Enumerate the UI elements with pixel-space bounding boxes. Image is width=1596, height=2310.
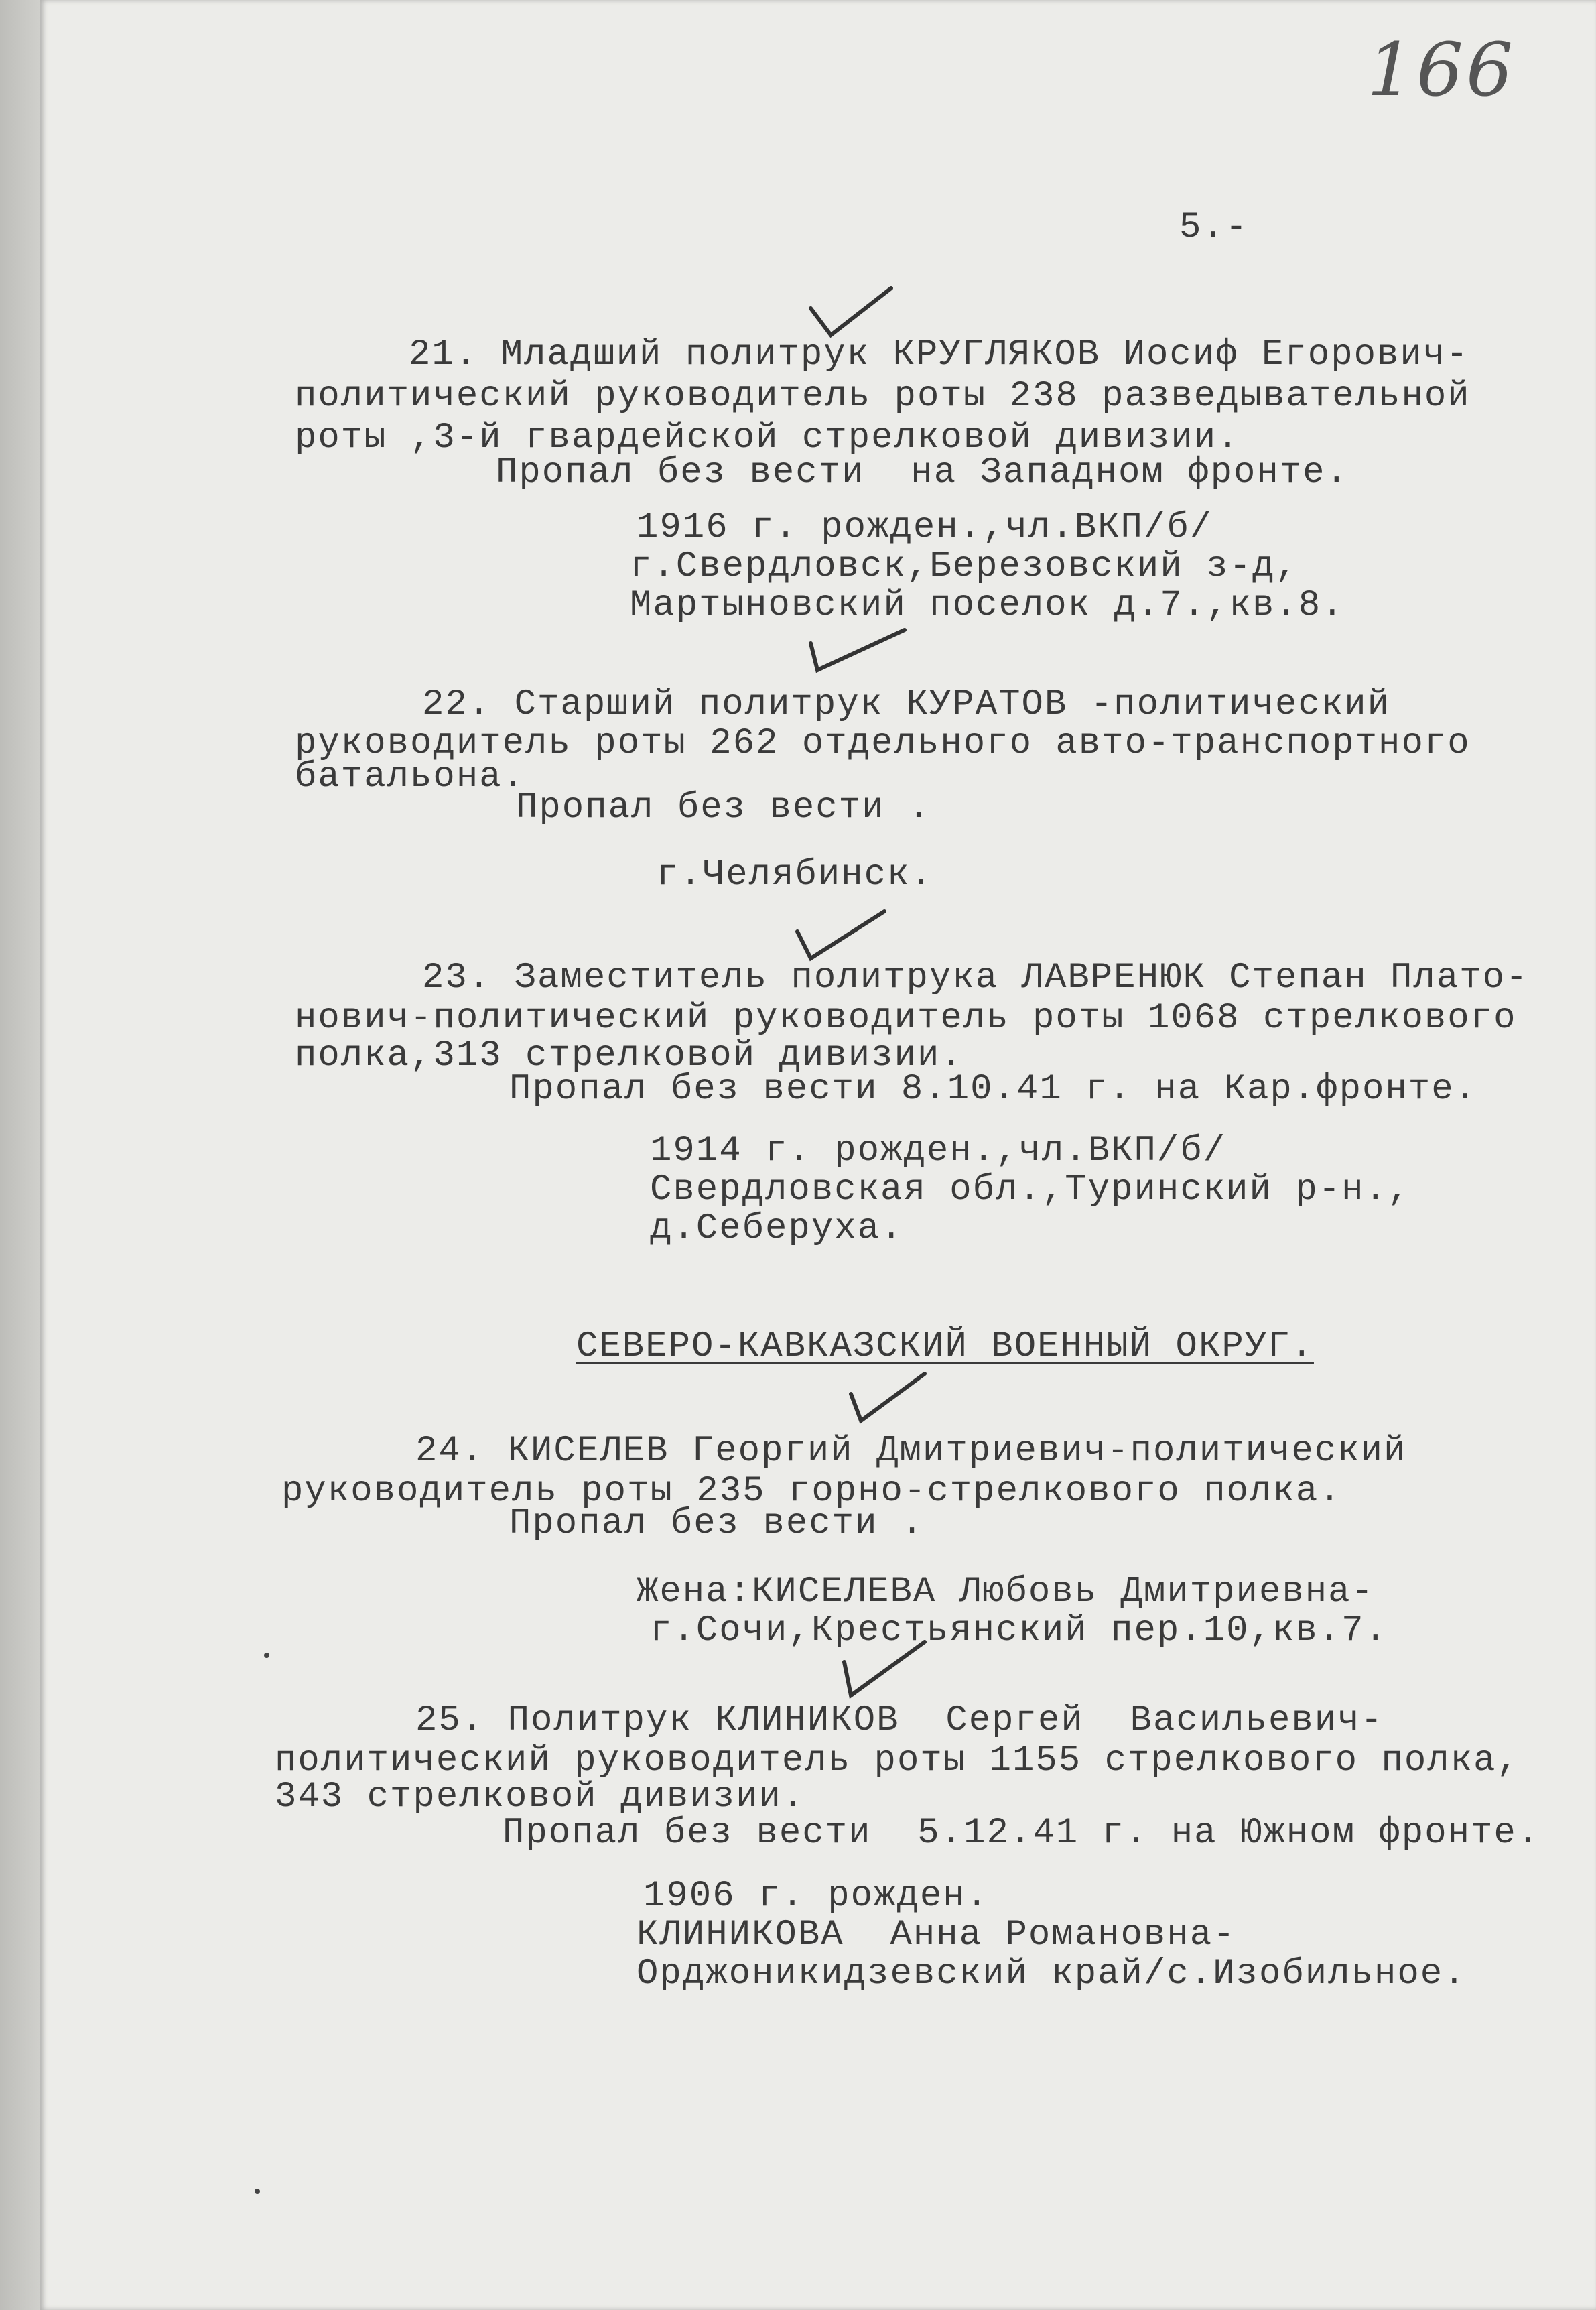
entry-detail: 1916 г. рожден.,чл.ВКП/б/ bbox=[637, 507, 1213, 548]
entry-detail: г.Свердловск,Березовский з-д, bbox=[630, 546, 1299, 587]
entry-line: полка,313 стрелковой дивизии. bbox=[295, 1035, 963, 1076]
entry-status: Пропал без вести . bbox=[509, 1503, 925, 1544]
entry-detail: Свердловская обл.,Туринский р-н., bbox=[650, 1169, 1411, 1210]
entry-line: руководитель роты 262 отдельного авто-транспортного bbox=[295, 723, 1471, 764]
entry-status: Пропал без вести 5.12.41 г. на Южном фронте. bbox=[503, 1813, 1540, 1854]
entry-line: политический руководитель роты 238 разведывательной bbox=[295, 376, 1471, 417]
folio-number: 166 bbox=[1367, 27, 1516, 113]
entry-detail: г.Челябинск. bbox=[657, 854, 933, 895]
entry-detail: КЛИНИКОВА Анна Романовна- bbox=[637, 1915, 1236, 1955]
entry-status: Пропал без вести на Западном фронте. bbox=[496, 452, 1349, 493]
check-mark-icon bbox=[844, 1367, 931, 1427]
entry-status: Пропал без вести 8.10.41 г. на Кар.фронте. bbox=[509, 1069, 1478, 1110]
entry-line: 343 стрелковой дивизии. bbox=[275, 1777, 805, 1817]
page-edge bbox=[0, 0, 40, 2310]
entry-line: политический руководитель роты 1155 стрелкового полка, bbox=[275, 1740, 1520, 1781]
entry-detail: г.Сочи,Крестьянский пер.10,кв.7. bbox=[650, 1610, 1388, 1651]
entry-line: руководитель роты 235 горно-стрелкового полка. bbox=[281, 1471, 1342, 1512]
entry-detail: 1906 г. рожден. bbox=[643, 1876, 990, 1917]
entry-line: 25. Политрук КЛИНИКОВ Сергей Васильевич- bbox=[415, 1700, 1384, 1741]
page-number: 5.- bbox=[1179, 207, 1249, 248]
entry-detail: 1914 г. рожден.,чл.ВКП/б/ bbox=[650, 1131, 1227, 1171]
paper-speck bbox=[264, 1653, 269, 1658]
section-heading: СЕВЕРО-КАВКАЗСКИЙ ВОЕННЫЙ ОКРУГ. bbox=[576, 1326, 1314, 1367]
check-mark-icon bbox=[804, 281, 898, 342]
entry-detail: Орджоникидзевский край/с.Изобильное. bbox=[637, 1953, 1467, 1994]
entry-detail: Жена:КИСЕЛЕВА Любовь Дмитриевна- bbox=[637, 1571, 1374, 1612]
entry-detail: Мартыновский поселок д.7.,кв.8. bbox=[630, 585, 1345, 626]
entry-line: 24. КИСЕЛЕВ Георгий Дмитриевич-политический bbox=[415, 1431, 1407, 1472]
entry-status: Пропал без вести . bbox=[516, 787, 931, 828]
paper-speck bbox=[255, 2189, 260, 2194]
check-mark-icon bbox=[804, 623, 911, 677]
entry-line: 21. Младший политрук КРУГЛЯКОВ Иосиф Егорович- bbox=[409, 334, 1469, 375]
entry-line: 23. Заместитель политрука ЛАВРЕНЮК Степан Плато- bbox=[422, 958, 1529, 999]
check-mark-icon bbox=[791, 905, 891, 965]
entry-line: 22. Старший политрук КУРАТОВ -политический bbox=[422, 684, 1391, 725]
entry-line: роты ,3-й гвардейской стрелковой дивизии. bbox=[295, 418, 1240, 458]
entry-line: батальона. bbox=[295, 757, 526, 797]
entry-line: нович-политический руководитель роты 1068 стрелкового bbox=[295, 998, 1517, 1039]
entry-detail: д.Себеруха. bbox=[650, 1208, 904, 1249]
